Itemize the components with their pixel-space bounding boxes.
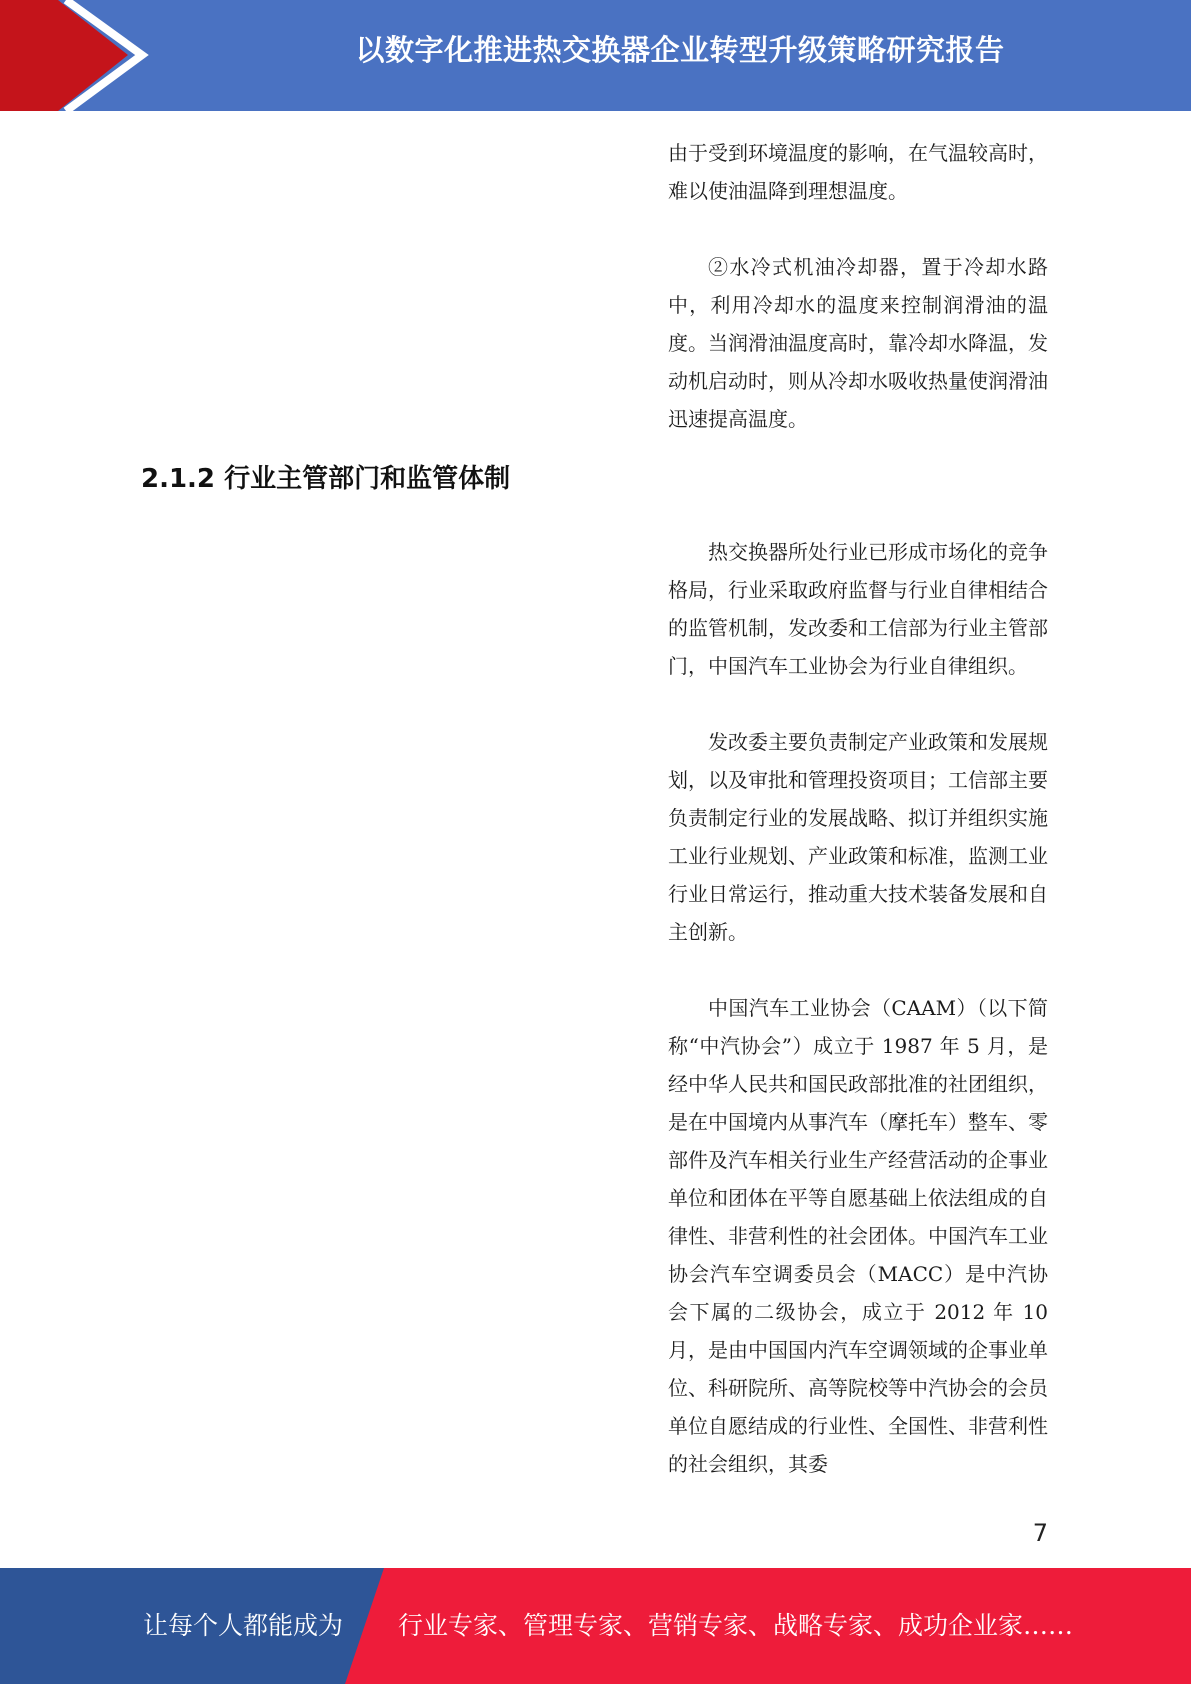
paragraph: 中国汽车工业协会（CAAM）（以下简称“中汽协会”）成立于 1987 年 5 月，是经中华人民共和国民政部批准的社团组织，是在中国境内从事汽车（摩托车）整车、零部件及汽车相关行业生产经营活动的企事业单位和团体在平等自愿基础上依法组成的自律性、非营利性的社会团体。中国汽车工业协会汽车空调委员会（MACC）是中汽协会下属的二级协会，成立于 2012 年 10 月，是由中国国内汽车空调领域的企事业单位、科研院所、高等院校等中汽协会的会员单位自愿结成的行业性、全国性、非营利性的社会组织，其委 xyxy=(668,996,1048,1476)
document-title: 以数字化推进热交换器企业转型升级策略研究报告 xyxy=(355,33,1005,67)
page-number: 7 xyxy=(1032,1519,1048,1547)
text-column-bottom xyxy=(668,533,1048,1483)
text-column-top xyxy=(668,134,1048,438)
page-header xyxy=(0,0,1191,111)
chevron-red-shape xyxy=(0,0,128,111)
paragraph: 由于受到环境温度的影响，在气温较高时，难以使油温降到理想温度。 xyxy=(668,141,1048,203)
paragraph: 热交换器所处行业已形成市场化的竞争格局，行业采取政府监督与行业自律相结合的监管机制，发改委和工信部为行业主管部门，中国汽车工业协会为行业自律组织。 xyxy=(668,540,1048,678)
paragraph: ②水冷式机油冷却器，置于冷却水路中，利用冷却水的温度来控制润滑油的温度。当润滑油温度高时，靠冷却水降温，发动机启动时，则从冷却水吸收热量使润滑油迅速提高温度。 xyxy=(668,255,1048,431)
footer-slogan-right: 行业专家、管理专家、营销专家、战略专家、成功企业家…… xyxy=(398,1611,1074,1640)
paragraph: 发改委主要负责制定产业政策和发展规划，以及审批和管理投资项目；工信部主要负责制定行业的发展战略、拟订并组织实施工业行业规划、产业政策和标准，监测工业行业日常运行，推动重大技术装备发展和自主创新。 xyxy=(668,730,1048,944)
page-footer xyxy=(0,1568,1191,1684)
header-chevron-decoration xyxy=(0,0,160,111)
section-heading: 2.1.2 行业主管部门和监管体制 xyxy=(141,464,511,494)
footer-slogan-left: 让每个人都能成为 xyxy=(143,1611,344,1640)
